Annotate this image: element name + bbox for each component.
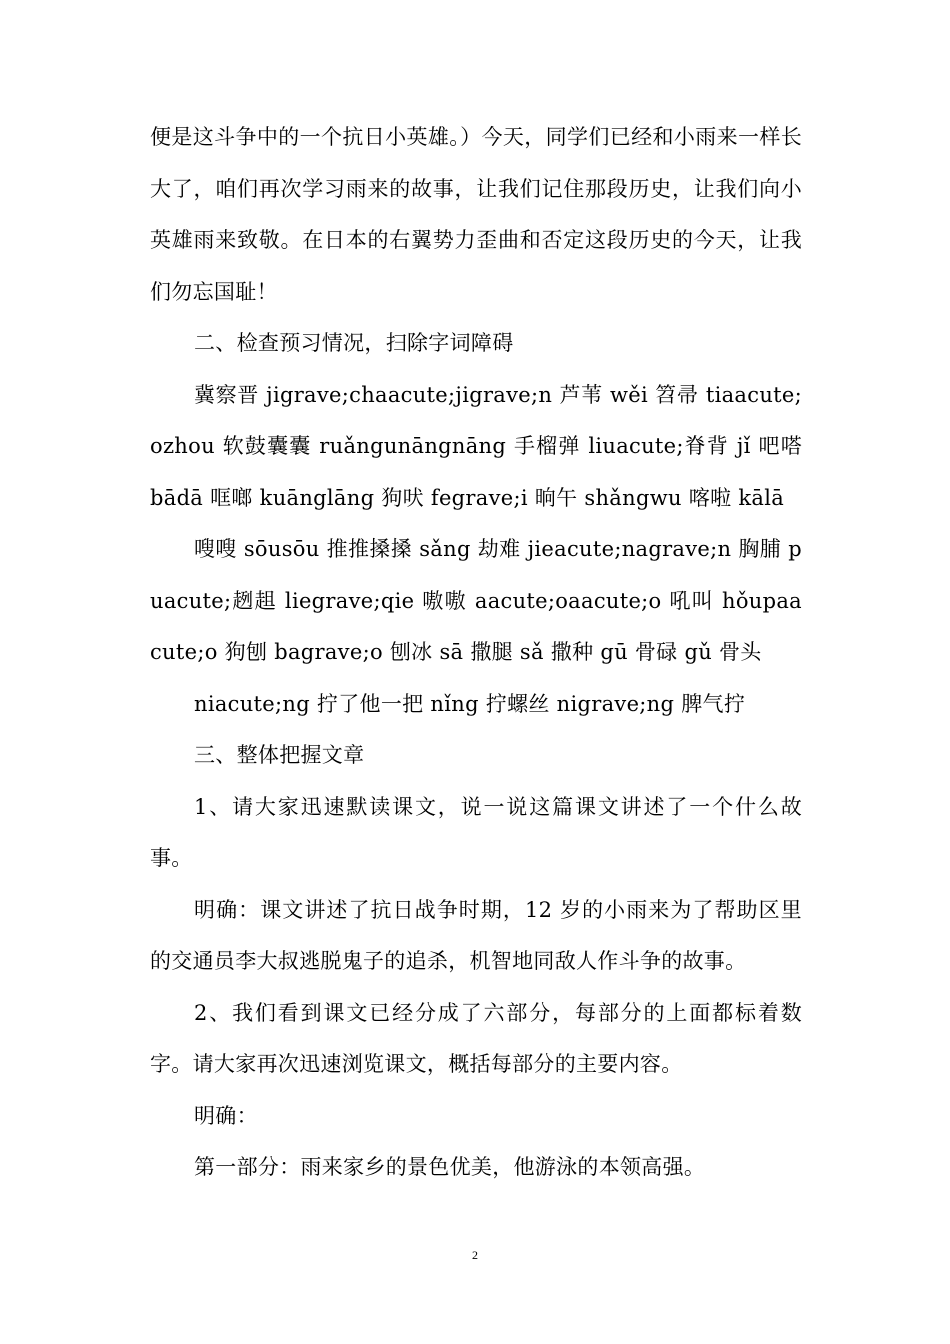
vocabulary-list-2: 嗖嗖 sōusōu 推推搡搡 sǎng 劫难 jieacute;nagrave;n 胸脯 puacute;趔趄 liegrave;qie 嗷嗷 aacute;oaacute;o 吼叫 hǒupaacute;o 狗刨 bagrave;o 刨冰 sā 撒腿 sǎ 撒种 gū 骨碌 gǔ 骨头 [150,537,802,664]
question-2: 2、我们看到课文已经分成了六部分，每部分的上面都标着数字。请大家再次迅速浏览课文，概括每部分的主要内容。 [150,1000,802,1076]
answer-1: 明确：课文讲述了抗日战争时期，12 岁的小雨来为了帮助区里的交通员李大叔逃脱鬼子的追杀，机智地同敌人作斗争的故事。 [150,897,802,973]
vocabulary-list-3: niacute;ng 拧了他一把 nǐng 拧螺丝 nigrave;ng 脾气拧 [194,691,746,716]
answer-2-label: 明确： [194,1103,258,1128]
vocabulary-list-1: 冀察晋 jigrave;chaacute;jigrave;n 芦苇 wěi 笤帚 tiaacute;ozhou 软鼓囊囊 ruǎngunāngnāng 手榴弹 liuacute;脊背 jǐ 吧嗒 bādā 哐啷 kuānglāng 狗吠 fegrave;i 晌午 shǎngwu 喀啦 kālā [150,382,802,510]
section-heading-overall-grasp: 三、整体把握文章 [194,743,365,767]
page-number: 2 [472,1248,478,1262]
paragraph-intro-conclusion: 便是这斗争中的一个抗日小英雄。）今天，同学们已经和小雨来一样长大了，咱们再次学习雨来的故事，让我们记住那段历史，让我们向小英雄雨来致敬。在日本的右翼势力歪曲和否定这段历史的今天，让我们勿忘国耻！ [150,125,802,304]
answer-2-part-1: 第一部分：雨来家乡的景色优美，他游泳的本领高强。 [194,1155,706,1179]
question-1: 1、请大家迅速默读课文，说一说这篇课文讲述了一个什么故事。 [150,794,802,870]
section-heading-preview-check: 二、检查预习情况，扫除字词障碍 [194,331,514,355]
document-body [150,112,802,1194]
